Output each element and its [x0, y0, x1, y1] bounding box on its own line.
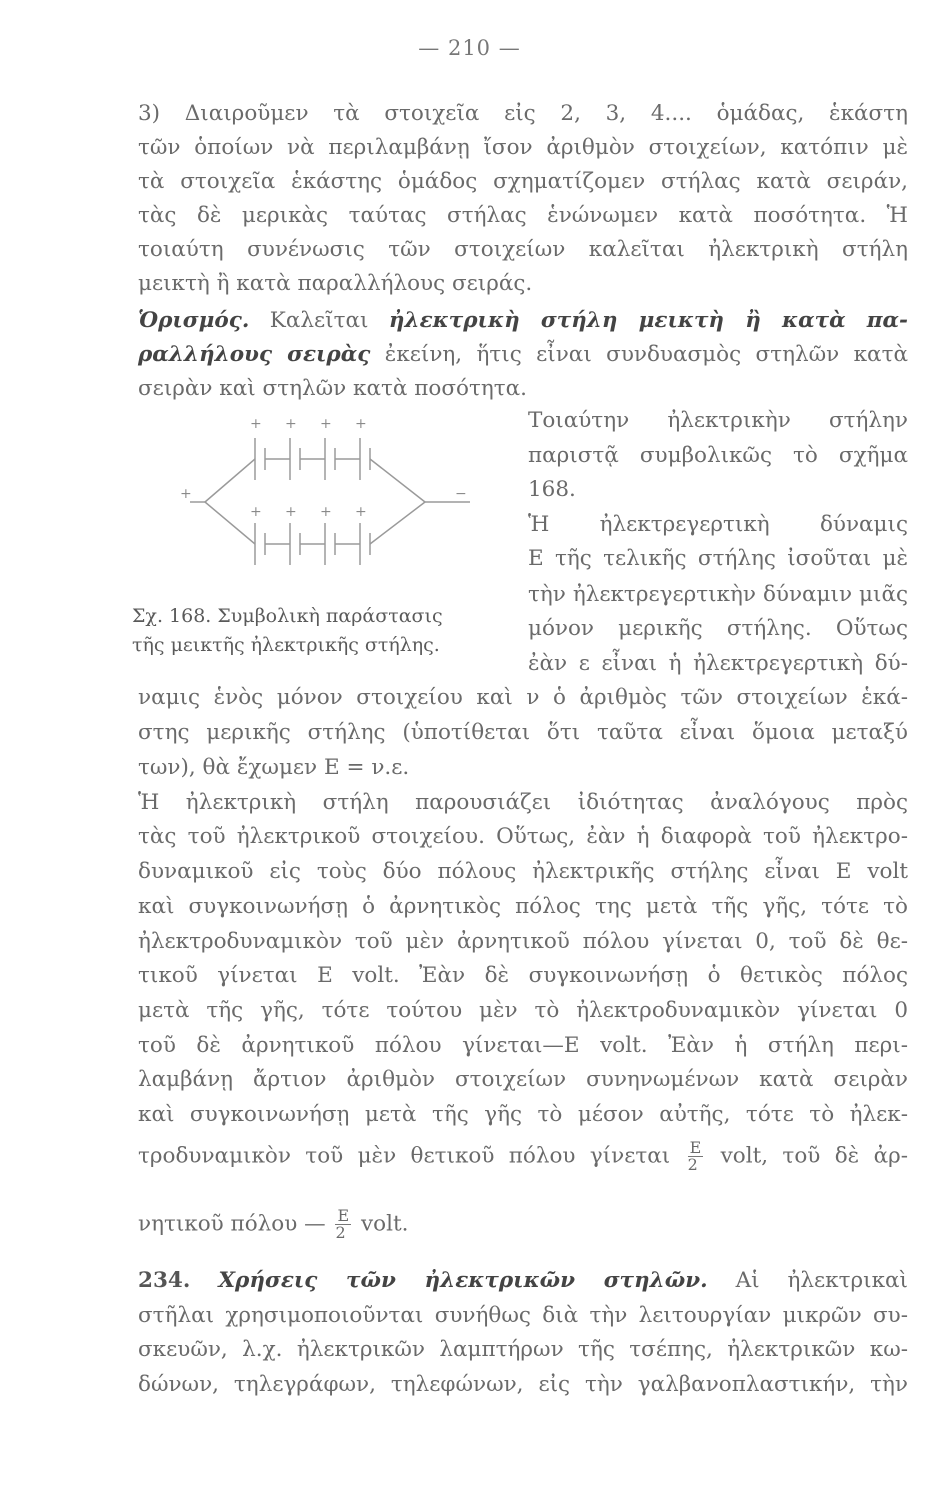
terminal-plus: +	[180, 486, 192, 502]
plus-sign: +	[285, 504, 297, 520]
definition-line-2	[138, 339, 908, 370]
text-line: στῆλαι χρησιμοποιοῦνται συνήθως διὰ τὴν λειτουργίαν μικρῶν συ-	[138, 1303, 908, 1328]
text-line: στης μερικῆς στήλης (ὑποτίθεται ὅτι ταῦτα εἶναι ὅμοια μεταξύ	[138, 720, 908, 745]
plus-sign: +	[355, 416, 367, 432]
text-line: 3) Διαιροῦμεν τὰ στοιχεῖα εἰς 2, 3, 4.... ὁμάδας, ἑκάστη	[138, 101, 908, 126]
plus-sign: +	[320, 504, 332, 520]
text-line: τοῦ δὲ ἀρνητικοῦ πόλου γίνεται—Ε volt. Ἐὰν ἡ στήλη περι-	[138, 1033, 908, 1058]
fraction-numerator: E	[689, 1138, 702, 1157]
plus-sign: +	[355, 504, 367, 520]
text-line: λαμβάνῃ ἄρτιον ἀριθμὸν στοιχείων συνηνωμένων κατὰ σειρὰν	[138, 1067, 908, 1092]
section-text: Αἱ ἠλεκτρικαὶ	[735, 1268, 908, 1293]
side-text-line: 168.	[528, 477, 576, 502]
formula-text: νητικοῦ πόλου —	[138, 1211, 326, 1237]
text-line: ναμις ἑνὸς μόνον στοιχείου καὶ ν ὁ ἀριθμὸς τῶν στοιχείων ἑκά-	[138, 685, 908, 710]
text-line: σκευῶν, λ.χ. ἠλεκτρικῶν λαμπτήρων τῆς τσέπης, ἠλεκτρικῶν κω-	[138, 1337, 908, 1362]
formula-line-2	[138, 1208, 908, 1241]
fraction-denominator: 2	[335, 1223, 346, 1242]
fraction-e-over-2	[688, 1140, 704, 1173]
definition-text: Καλεῖται	[269, 308, 369, 333]
text-line: τὰς τοῦ ἠλεκτρικοῦ στοιχείου. Οὕτως, ἐὰν ἡ διαφορὰ τοῦ ἠλεκτρο-	[138, 824, 908, 849]
plus-sign: +	[250, 504, 262, 520]
formula-text: volt, τοῦ δὲ ἀρ-	[720, 1143, 908, 1169]
definition-text: ἐκείνη, ἥτις εἶναι συνδυασμὸς στηλῶν κατὰ	[384, 342, 908, 367]
plus-sign: +	[320, 416, 332, 432]
side-text-line: Ε τῆς τελικῆς στήλης ἰσοῦται μὲ	[528, 546, 908, 571]
definition-line-3: σειρὰν καὶ στηλῶν κατὰ ποσότητα.	[138, 376, 527, 401]
text-line: των), θὰ ἔχωμεν Ε = ν.ε.	[138, 755, 410, 780]
text-line: δυναμικοῦ εἰς τοὺς δύο πόλους ἠλεκτρικῆς στήλης εἶναι Ε volt	[138, 859, 908, 884]
formula-text: τροδυναμικὸν τοῦ μὲν θετικοῦ πόλου γίνεται	[138, 1143, 671, 1169]
definition-line-1	[138, 305, 908, 336]
side-text-line: Τοιαύτην ἠλεκτρικὴν στήλην	[528, 408, 908, 433]
text-line: τῶν ὁποίων νὰ περιλαμβάνῃ ἴσον ἀριθμὸν στοιχείων, κατόπιν μὲ	[138, 135, 908, 160]
side-text-line: Ἡ ἠλεκτρεγερτικὴ δύναμις	[528, 512, 908, 537]
side-text-line: ἐὰν ε εἶναι ἡ ἠλεκτρεγερτικὴ δύ-	[528, 651, 908, 676]
text-line: τοιαύτη συνένωσις τῶν στοιχείων καλεῖται ἠλεκτρικὴ στήλη	[138, 237, 908, 262]
text-line: Ἡ ἠλεκτρικὴ στήλη παρουσιάζει ἰδιότητας ἀναλόγους πρὸς	[138, 790, 908, 815]
plus-sign: +	[285, 416, 297, 432]
section-heading-line	[138, 1265, 908, 1296]
formula-line-1	[138, 1140, 908, 1173]
section-number: 234.	[138, 1268, 191, 1293]
text-line: καὶ συγκοινωνήσῃ ὁ ἀρνητικὸς πόλος της μετὰ τῆς γῆς, τότε τὸ	[138, 894, 908, 919]
text-line: δώνων, τηλεγράφων, τηλεφώνων, εἰς τὴν γαλβανοπλαστικήν, τὴν	[138, 1372, 908, 1397]
side-text-line: μόνον μερικῆς στήλης. Οὕτως	[528, 616, 908, 641]
fraction-denominator: 2	[687, 1155, 698, 1174]
text-line: τὰ στοιχεῖα ἑκάστης ὁμάδος σχηματίζομεν στήλας κατὰ σειράν,	[138, 169, 908, 194]
text-line: τὰς δὲ μερικὰς ταύτας στήλας ἑνώνωμεν κατὰ ποσότητα. Ἡ	[138, 203, 908, 228]
definition-term: ἠλεκτρικὴ στήλη μεικτὴ ἢ κατὰ πα-	[388, 308, 908, 333]
figure-caption-1: Σχ. 168. Συμβολικὴ παράστασις	[132, 605, 443, 627]
terminal-minus: −	[455, 486, 467, 502]
definition-term: ραλλήλους σειρὰς	[138, 342, 371, 367]
text-line: μετὰ τῆς γῆς, τότε τούτου μὲν τὸ ἠλεκτροδυναμικὸν γίνεται 0	[138, 998, 908, 1023]
side-text-line: τὴν ἠλεκτρεγερτικὴν δύναμιν μιᾶς	[528, 582, 908, 607]
side-text-line: παριστᾷ συμβολικῶς τὸ σχῆμα	[528, 443, 908, 468]
figure-caption-2: τῆς μεικτῆς ἠλεκτρικῆς στήλης.	[132, 634, 440, 656]
plus-sign: +	[250, 416, 262, 432]
mixed-battery-figure	[170, 398, 500, 598]
fraction-numerator: E	[337, 1206, 350, 1225]
text-line: ἠλεκτροδυναμικὸν τοῦ μὲν ἀρνητικοῦ πόλου γίνεται 0, τοῦ δὲ θε-	[138, 929, 908, 954]
text-line: καὶ συγκοινωνήσῃ μετὰ τῆς γῆς τὸ μέσον αὐτῆς, τότε τὸ ἠλεκ-	[138, 1102, 908, 1127]
text-line: τικοῦ γίνεται Ε volt. Ἐὰν δὲ συγκοινωνήσῃ ὁ θετικὸς πόλος	[138, 963, 908, 988]
section-title: Χρήσεις τῶν ἠλεκτρικῶν στηλῶν.	[218, 1268, 708, 1293]
formula-text: volt.	[361, 1211, 409, 1237]
definition-label: Ὁρισμός.	[138, 308, 250, 333]
fraction-e-over-2	[335, 1208, 351, 1241]
page-number: — 210 —	[418, 36, 521, 60]
text-line: μεικτὴ ἢ κατὰ παραλλήλους σειράς.	[138, 271, 533, 296]
